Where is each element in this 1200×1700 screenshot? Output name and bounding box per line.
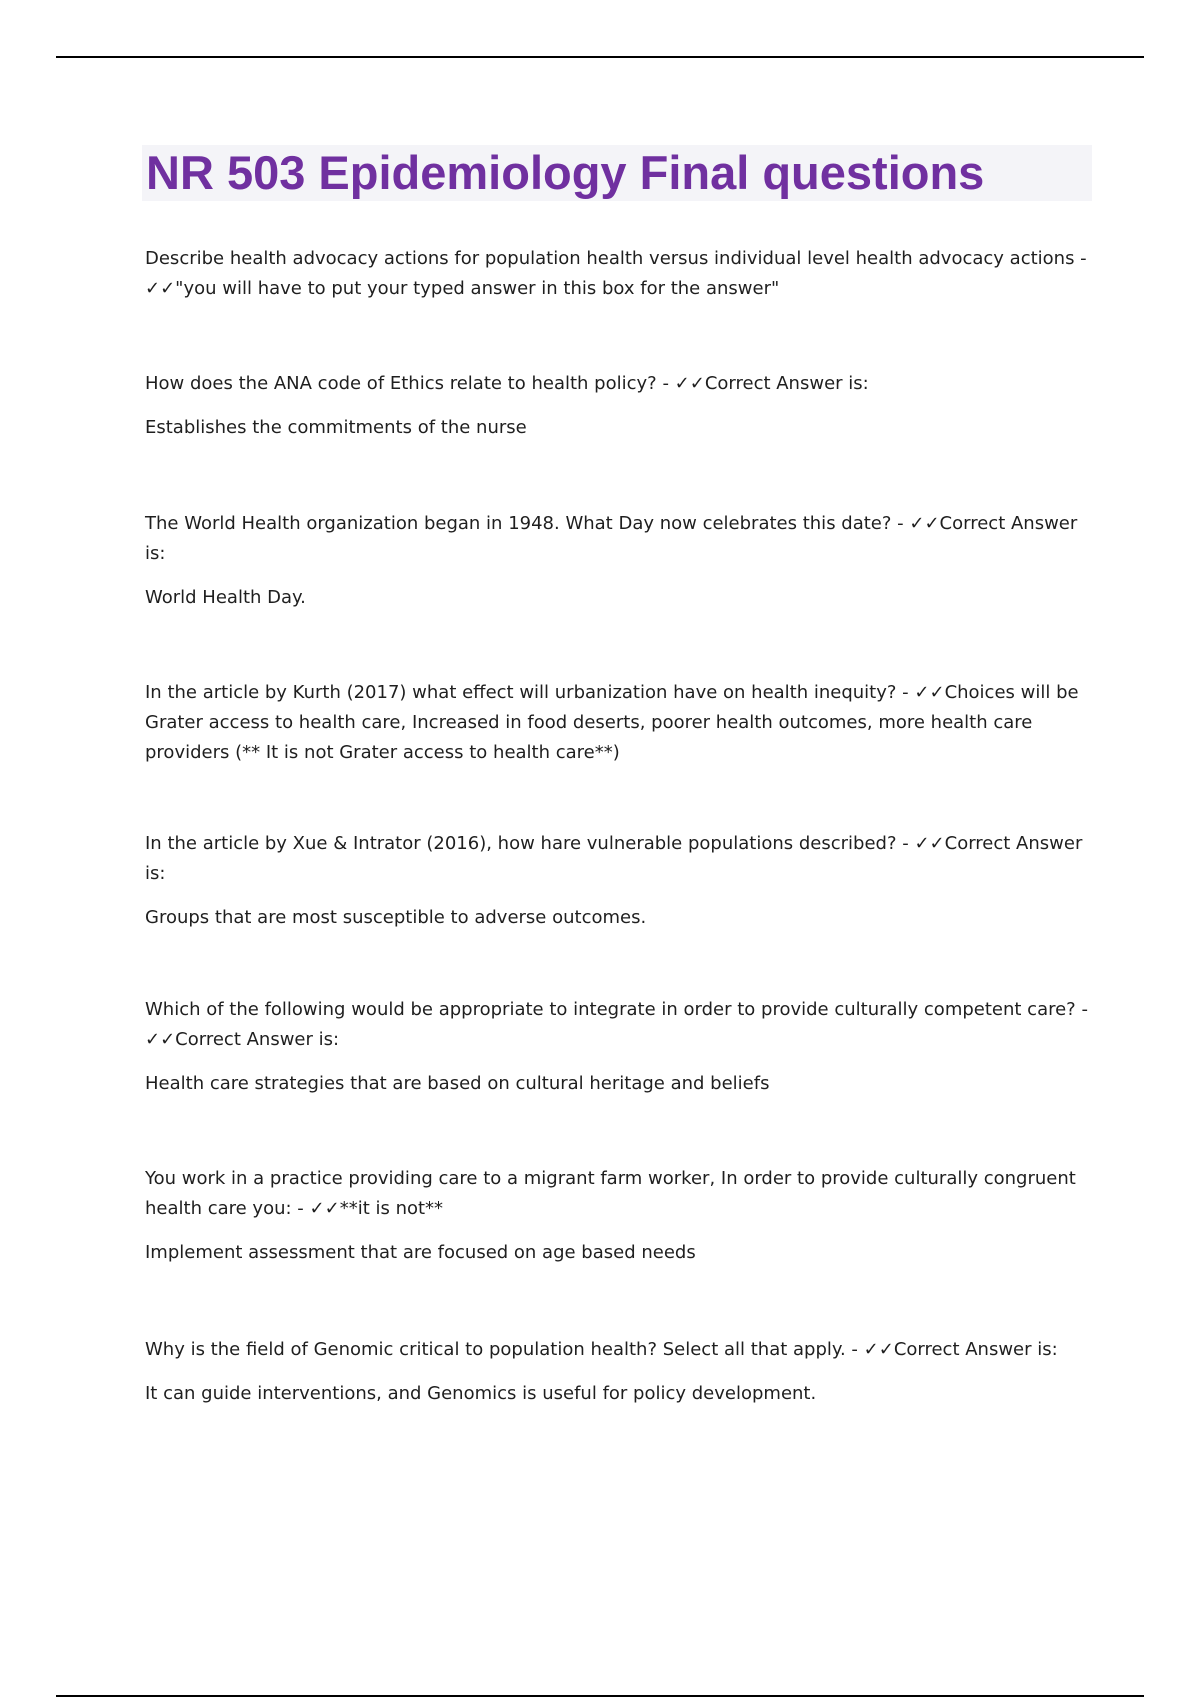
qa-item (145, 369, 1090, 443)
question: You work in a practice providing care to a migrant farm worker, In order to provide culturally congruent health care you: - ✓✓**it is not** (145, 1168, 1076, 1219)
qa-item (145, 995, 1090, 1099)
answer: Health care strategies that are based on cultural heritage and beliefs (145, 1073, 770, 1094)
question: Describe health advocacy actions for population health versus individual level health advocacy actions - ✓✓"you will have to put your typed answer in this box for the answer" (145, 248, 1087, 299)
check-marks: ✓✓ (309, 1198, 340, 1219)
qa-item (145, 1335, 1090, 1409)
qa-item (145, 1164, 1090, 1268)
question: The World Health organization began in 1948. What Day now celebrates this date? - ✓✓Correct Answer is: (145, 513, 1078, 564)
answer: World Health Day. (145, 587, 306, 608)
page-title: NR 503 Epidemiology Final questions (146, 146, 985, 199)
check-marks: ✓✓ (914, 833, 945, 854)
question: How does the ANA code of Ethics relate to health policy? - ✓✓Correct Answer is: (145, 373, 869, 394)
question: In the article by Xue & Intrator (2016), how hare vulnerable populations described? - ✓✓Correct Answer is: (145, 833, 1083, 884)
check-marks: ✓✓ (863, 1339, 894, 1360)
qa-item (145, 244, 1090, 304)
qa-item (145, 829, 1090, 933)
answer: Groups that are most susceptible to adverse outcomes. (145, 907, 647, 928)
check-marks: ✓✓ (674, 373, 705, 394)
answer: It can guide interventions, and Genomics is useful for policy development. (145, 1383, 817, 1404)
qa-item (145, 678, 1090, 768)
question: Which of the following would be appropriate to integrate in order to provide culturally competent care? - ✓✓Correct Answer is: (145, 999, 1088, 1050)
check-marks: ✓✓ (145, 1029, 176, 1050)
top-rule (56, 56, 1144, 58)
question: In the article by Kurth (2017) what effect will urbanization have on health inequity? - ✓✓Choices will be Grater access to health care, Increased in food deserts, poorer health outcomes, more health care providers (** It is not Grater access to health care**) (145, 682, 1079, 763)
question: Why is the field of Genomic critical to population health? Select all that apply. - ✓✓Correct Answer is: (145, 1339, 1058, 1360)
bottom-rule (56, 1695, 1144, 1697)
answer: Establishes the commitments of the nurse (145, 417, 527, 438)
check-marks: ✓✓ (909, 513, 940, 534)
check-marks: ✓✓ (914, 682, 945, 703)
qa-item (145, 509, 1090, 613)
answer: Implement assessment that are focused on age based needs (145, 1242, 696, 1263)
check-marks: ✓✓ (145, 278, 176, 299)
